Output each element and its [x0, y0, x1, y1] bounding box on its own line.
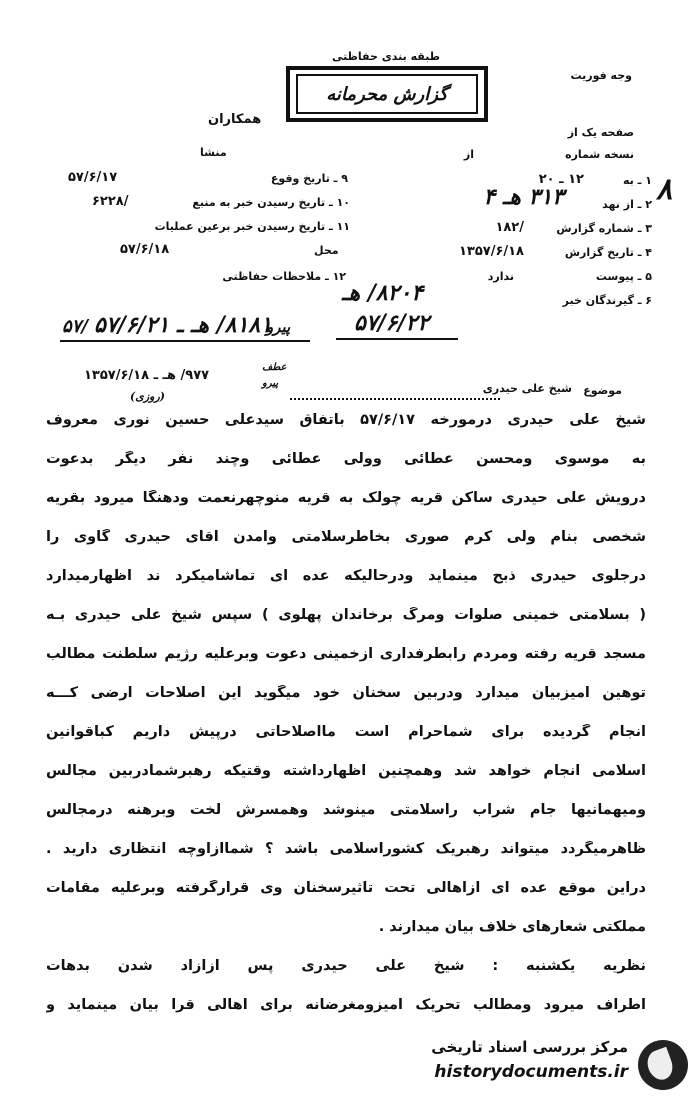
- left-ref-prefix: پیرو: [266, 318, 291, 336]
- copy-number-label: نسخه شماره: [565, 148, 634, 161]
- body-line-3: درویش علی حیدری ساکن قریه چولک به قریه منوچهرنعمت ودهنگا میرود بقریه: [46, 490, 646, 506]
- subject-value: شیخ علی حیدری: [482, 382, 572, 395]
- field-2-label: ۲ ـ از نهد: [602, 198, 652, 211]
- margin-note: ۸: [656, 172, 673, 207]
- field-2-value: ۳۱۳ هـ ۴: [483, 184, 564, 210]
- left-ref-suffix: ۵۷/: [62, 316, 88, 337]
- subject-dotted-line: [290, 398, 500, 400]
- body-line-1: شیخ علی حیدری درمورخه ۵۷/۶/۱۷ باتفاق سیدعلی حسین نوری معروف: [46, 412, 646, 428]
- body-line-6: ( بسلامتی خمینی صلوات ومرگ برخاندان پهلوی ) سپس شیخ علی حیدری بـه: [46, 607, 646, 623]
- rozi-note: (روزی): [130, 390, 165, 403]
- field-11-label: ۱۱ ـ تاریخ رسیدن خبر برعین عملیات: [154, 220, 350, 233]
- body-line-4: شخصی بنام ولی کرم صوری بخاطرسلامتی وآمدن آقای حیدری گاوی را: [46, 529, 646, 545]
- field-9-value: ۵۷/۶/۱۷: [68, 170, 118, 185]
- watermark-org: مرکز بررسی اسناد تاریخی: [431, 1038, 628, 1056]
- left-ref: ۸۱۸۱/ هـ ـ ۵۷/۶/۲۱: [94, 312, 272, 338]
- field-10-label: ۱۰ ـ تاریخ رسیدن خبر به منبع: [192, 196, 350, 209]
- field-location-value: ۵۷/۶/۱۸: [120, 242, 170, 257]
- field-4-value: ۱۳۵۷/۶/۱۸: [458, 244, 524, 259]
- field-3-label: ۳ ـ شماره گزارش: [556, 222, 652, 235]
- sub-label: عطف: [262, 362, 287, 373]
- field-12-label: ۱۲ ـ ملاحظات حفاظتی: [222, 270, 346, 283]
- field-1-label: ۱ ـ به: [623, 174, 652, 187]
- watermark: [388, 1036, 688, 1100]
- body-line-15: نظریه یکشنبه : شیخ علی حیدری پس ازآزاد شدن بدهات: [46, 958, 646, 974]
- body-line-14: مملکتی شعارهای خلاف بیان میدارند .: [378, 919, 646, 935]
- body-line-12: ظاهرمیگردد میتواند رهبریک کشوراسلامی باشد ؟ شماازاوچه انتظاری دارید .: [46, 841, 646, 857]
- sub-ref: ۹۷۷/ هـ ـ ۱۳۵۷/۶/۱۸: [84, 368, 210, 383]
- urgency-label: وجه فوریت: [570, 69, 632, 82]
- field-1-value: ۱۲ ـ ۲۰: [538, 172, 584, 187]
- body-line-10: اسلامی انجام خواهد شد وهمچنین اظهارداشته وقتیکه رهبرشمادربین مجالس: [46, 763, 646, 779]
- subject-label: موضوع: [583, 384, 622, 397]
- handwritten-ref-number: ۸۲۰۴/ هـ: [342, 280, 424, 306]
- field-4-label: ۴ ـ تاریخ گزارش: [564, 246, 652, 259]
- handwritten-ref-date: ۵۷/۶/۲۲: [354, 310, 430, 336]
- body-line-8: توهین آمیزبیان میدارد ودربین سخنان خود میگوید این اصلاحات ارضی کـــه: [46, 685, 646, 701]
- body-line-7: مسجد قریه رفته ومردم رابطرفداری ازخمینی دعوت وبرعلیه رژیم سلطنت مطالب: [46, 646, 646, 662]
- left-ref-underline: [60, 340, 310, 342]
- body-line-2: به موسوی ومحسن عطائی وولی عطائی وچند نفر دیگر بدعوت: [46, 451, 646, 467]
- field-9-label: ۹ ـ تاریخ وقوع: [270, 172, 348, 185]
- source-label: منشا: [200, 146, 227, 159]
- history-documents-logo-icon: [638, 1040, 688, 1090]
- field-3-value: ۱۸۲/: [495, 220, 524, 235]
- body-line-16: اطراف میرود ومطالب تحریک آمیزومغرضانه برای اهالی قرا بیان مینماید و: [46, 997, 646, 1013]
- from-section-label: از: [463, 148, 474, 161]
- field-5-label: ۵ ـ پیوست: [595, 270, 652, 283]
- body-line-5: درجلوی حیدری ذبح مینماید ودرحالیکه عده ای تماشامیکرد ند اظهارمیدارد: [46, 568, 646, 584]
- classification-label: طبقه بندی حفاظتی: [331, 50, 441, 63]
- body-line-13: دراین موقع عده ای ازاهالی تحت تاثیرسخنان وی قرارگرفته وبرعلیه مقامات: [46, 880, 646, 896]
- field-6-label: ۶ ـ گیرندگان خبر: [562, 294, 652, 307]
- serial-page-label: صفحه یک از: [567, 126, 634, 139]
- field-10-value: ۶۲۲۸/: [92, 194, 129, 209]
- body-line-11: ومیهمانیها جام شراب راسلامتی مینوشد وهمسرش لخت وبرهنه درمجالس: [46, 802, 646, 818]
- stamp-text: گزارش محرمانه: [326, 84, 448, 105]
- sub-label-2: پیرو: [262, 378, 279, 389]
- watermark-site: historydocuments.ir: [434, 1062, 628, 1082]
- body-line-9: انجام گردیده برای شماحرام است مااصلاحاتی درپیش داریم کباقوانین: [46, 724, 646, 740]
- ref-underline: [336, 338, 458, 340]
- field-5-value: ندارد: [487, 270, 514, 283]
- colleagues-label: همکاران: [208, 112, 262, 127]
- field-location-label: محل: [314, 244, 339, 257]
- confidential-stamp: [286, 66, 488, 122]
